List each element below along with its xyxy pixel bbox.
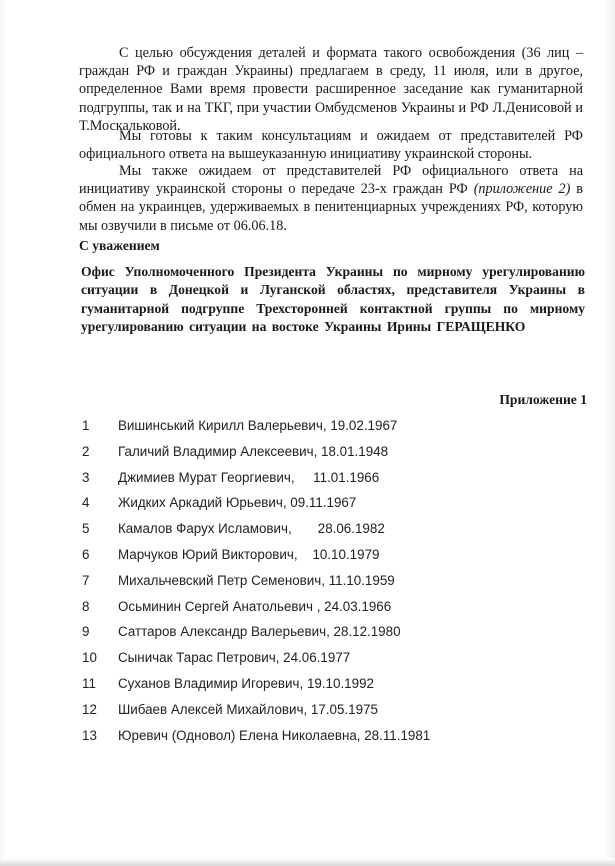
letter-paragraph-3-end: в обмен на украинцев, удерживаемых в пенитенциарных учреждениях РФ, которую мы озвучили в письме от 06.06.18. bbox=[79, 181, 583, 234]
list-item bbox=[82, 676, 562, 702]
list-item bbox=[82, 521, 562, 547]
list-item-number: 12 bbox=[82, 701, 97, 717]
list-item-number: 6 bbox=[82, 546, 90, 562]
appendix-title: Приложение 1 bbox=[499, 392, 587, 407]
list-item-person: Сыничак Тарас Петрович, 24.06.1977 bbox=[118, 650, 351, 666]
letter-paragraph-3 bbox=[79, 162, 583, 235]
person-list bbox=[82, 418, 562, 753]
list-item-person: Джимиев Мурат Георгиевич, 11.01.1966 bbox=[118, 469, 380, 485]
list-item-person: Юревич (Одновол) Елена Николаевна, 28.11.1981 bbox=[118, 727, 431, 743]
signature-block: Офис Уполномоченного Президента Украины по мирному урегулированию ситуации в Донецкой и Луганской областях, представителя Украины в гуманитарной подгруппе Трехсторонней контактной группы по мирному урегулированию ситуации на востоке Украины Ирины ГЕРАЩЕНКО bbox=[81, 264, 585, 335]
closing-regards: С уважением bbox=[79, 238, 160, 253]
list-item bbox=[82, 728, 562, 754]
list-item-number: 5 bbox=[82, 521, 90, 537]
list-item-number: 7 bbox=[82, 572, 90, 588]
list-item-person: Саттаров Александр Валерьевич, 28.12.1980 bbox=[118, 624, 401, 640]
list-item bbox=[82, 495, 562, 521]
list-item bbox=[82, 418, 562, 444]
appendix-2-reference: (приложение 2) bbox=[473, 181, 571, 198]
list-item bbox=[82, 624, 562, 650]
list-item bbox=[82, 702, 562, 728]
list-item-number: 2 bbox=[82, 443, 90, 459]
list-item-number: 1 bbox=[82, 418, 90, 433]
scan-edge-shadow bbox=[0, 858, 615, 866]
letter-paragraph-3-start: Мы также ожидаем от представителей РФ официального ответа на инициативу украинской стороны о передаче 23-х граждан РФ bbox=[79, 163, 583, 198]
list-item-number: 3 bbox=[82, 469, 90, 485]
list-item bbox=[82, 547, 562, 573]
list-item-number: 11 bbox=[82, 675, 96, 691]
list-item-person: Жидких Аркадий Юрьевич, 09.11.1967 bbox=[118, 495, 357, 511]
list-item-number: 13 bbox=[82, 727, 97, 743]
list-item-person: Шибаев Алексей Михайлович, 17.05.1975 bbox=[118, 701, 378, 717]
list-item-number: 4 bbox=[82, 495, 90, 511]
list-item-person: Суханов Владимир Игоревич, 19.10.1992 bbox=[118, 675, 374, 691]
list-item-person: Вишинський Кирилл Валерьевич, 19.02.1967 bbox=[118, 418, 398, 433]
list-item-person: Марчуков Юрий Викторович, 10.10.1979 bbox=[118, 546, 380, 562]
letter-paragraph-1: С целью обсуждения деталей и формата такого освобождения (36 лиц – граждан РФ и граждан Украины) предлагаем в среду, 11 июля, или в другое, определенное Вами время провести расширенное заседание как гуманитарной подгруппы, так и на ТКГ, при участии Омбудсменов Украины и РФ Л.Денисовой и Т.Москальковой. bbox=[79, 45, 583, 134]
list-item bbox=[82, 650, 562, 676]
list-item bbox=[82, 444, 562, 470]
list-item bbox=[82, 470, 562, 496]
list-item bbox=[82, 573, 562, 599]
list-item-number: 8 bbox=[82, 598, 90, 614]
list-item-person: Галичий Владимир Алексеевич, 18.01.1948 bbox=[118, 443, 389, 459]
list-item bbox=[82, 599, 562, 625]
list-item-person: Камалов Фарух Исламович, 28.06.1982 bbox=[118, 521, 385, 537]
list-item-person: Михальчевский Петр Семенович, 11.10.1959 bbox=[118, 572, 395, 588]
list-item-number: 10 bbox=[82, 650, 97, 666]
list-item-person: Осьминин Сергей Анатольевич , 24.03.1966 bbox=[118, 598, 392, 614]
list-item-number: 9 bbox=[82, 624, 90, 640]
letter-paragraph-2: Мы готовы к таким консультациям и ожидаем от представителей РФ официального ответа на вышеуказанную инициативу украинской стороны. bbox=[79, 128, 583, 163]
